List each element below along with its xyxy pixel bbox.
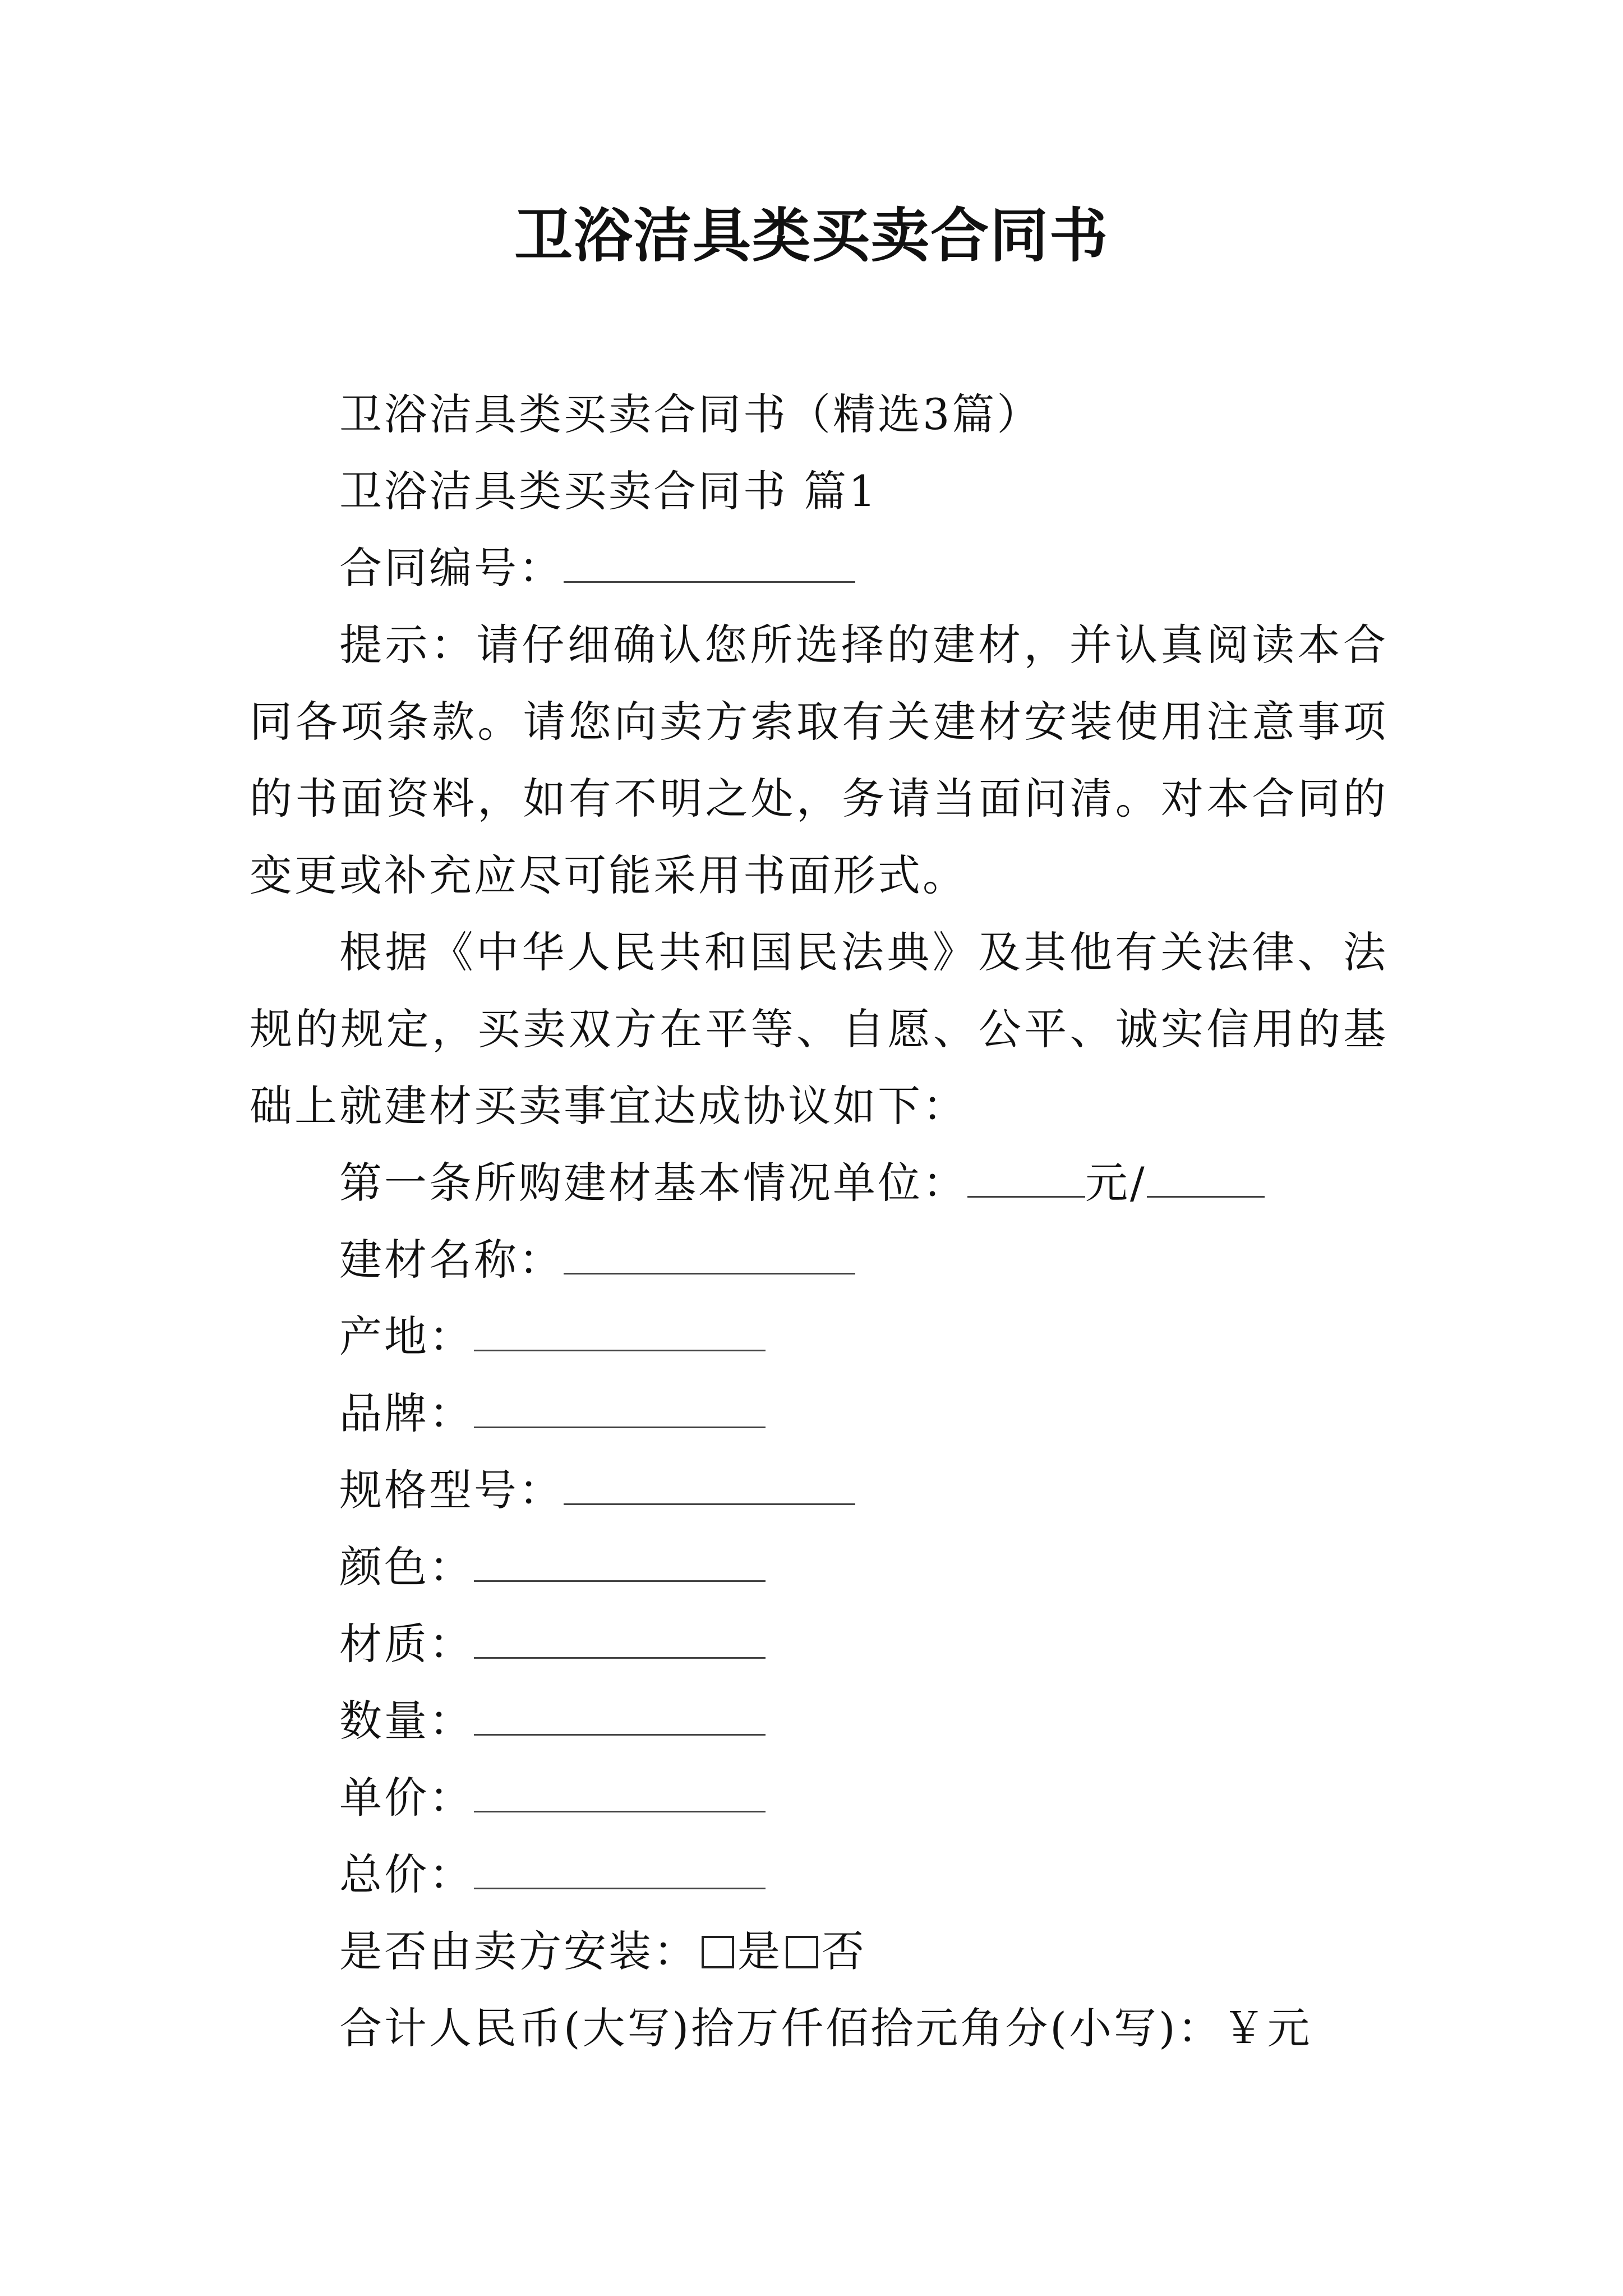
field-label: 颜色： bbox=[339, 1542, 474, 1592]
unit-blank[interactable] bbox=[1147, 1157, 1265, 1198]
section-heading: 卫浴洁具类买卖合同书 篇1 bbox=[339, 466, 878, 516]
field-blank[interactable] bbox=[474, 1695, 766, 1736]
field-label: 材质： bbox=[339, 1619, 474, 1669]
field-label: 数量： bbox=[339, 1696, 474, 1746]
total-amount-line: 合计人民币(大写)拾万仟佰拾元角分(小写)：￥元 bbox=[339, 2003, 1312, 2053]
install-label: 是否由卖方安装： bbox=[339, 1926, 698, 1976]
document-body bbox=[250, 376, 1388, 2067]
field-line-brand bbox=[250, 1375, 1388, 1452]
article1-line bbox=[250, 1144, 1388, 1221]
field-line-model bbox=[250, 1452, 1388, 1529]
field-blank[interactable] bbox=[474, 1387, 766, 1428]
field-label: 品牌： bbox=[339, 1388, 474, 1438]
contract-number-label: 合同编号： bbox=[339, 543, 564, 593]
yes-checkbox[interactable] bbox=[702, 1936, 734, 1968]
notice-paragraph: 提示：请仔细确认您所选择的建材，并认真阅读本合同各项条款。请您向卖方索取有关建材安装使用注意事项的书面资料，如有不明之处，务请当面问清。对本合同的变更或补充应尽可能采用书面形式。 bbox=[250, 620, 1388, 900]
field-blank[interactable] bbox=[474, 1541, 766, 1582]
no-checkbox[interactable] bbox=[786, 1936, 818, 1968]
field-label: 规格型号： bbox=[339, 1465, 564, 1515]
field-line-origin bbox=[250, 1298, 1388, 1375]
contract-number-blank[interactable] bbox=[564, 542, 855, 583]
article1-middle: 元/ bbox=[1085, 1158, 1147, 1208]
field-blank[interactable] bbox=[474, 1848, 766, 1889]
field-line-name bbox=[250, 1221, 1388, 1298]
article1-prefix: 第一条所购建材基本情况单位： bbox=[339, 1158, 967, 1208]
basis-paragraph: 根据《中华人民共和国民法典》及其他有关法律、法规的规定，买卖双方在平等、自愿、公平、诚实信用的基础上就建材买卖事宜达成协议如下： bbox=[250, 927, 1388, 1131]
install-line bbox=[250, 1913, 1388, 1990]
unit-price-blank[interactable] bbox=[967, 1157, 1085, 1198]
document-subtitle: 卫浴洁具类买卖合同书（精选3篇） bbox=[339, 389, 1042, 439]
field-label: 产地： bbox=[339, 1312, 474, 1361]
field-line-unit-price bbox=[250, 1759, 1388, 1836]
field-blank[interactable] bbox=[564, 1234, 855, 1274]
field-blank[interactable] bbox=[564, 1464, 855, 1505]
field-label: 单价： bbox=[339, 1773, 474, 1823]
field-line-material bbox=[250, 1605, 1388, 1682]
field-blank[interactable] bbox=[474, 1618, 766, 1659]
field-line-quantity bbox=[250, 1682, 1388, 1759]
field-blank[interactable] bbox=[474, 1772, 766, 1812]
field-line-total-price bbox=[250, 1836, 1388, 1913]
yes-option-label: 是 bbox=[737, 1926, 782, 1976]
document-title: 卫浴洁具类买卖合同书 bbox=[514, 201, 1109, 270]
field-label: 建材名称： bbox=[339, 1235, 564, 1285]
field-label: 总价： bbox=[339, 1849, 474, 1899]
no-option-label: 否 bbox=[822, 1926, 866, 1976]
field-blank[interactable] bbox=[474, 1310, 766, 1351]
field-line-color bbox=[250, 1529, 1388, 1605]
contract-number-line bbox=[250, 530, 1388, 606]
